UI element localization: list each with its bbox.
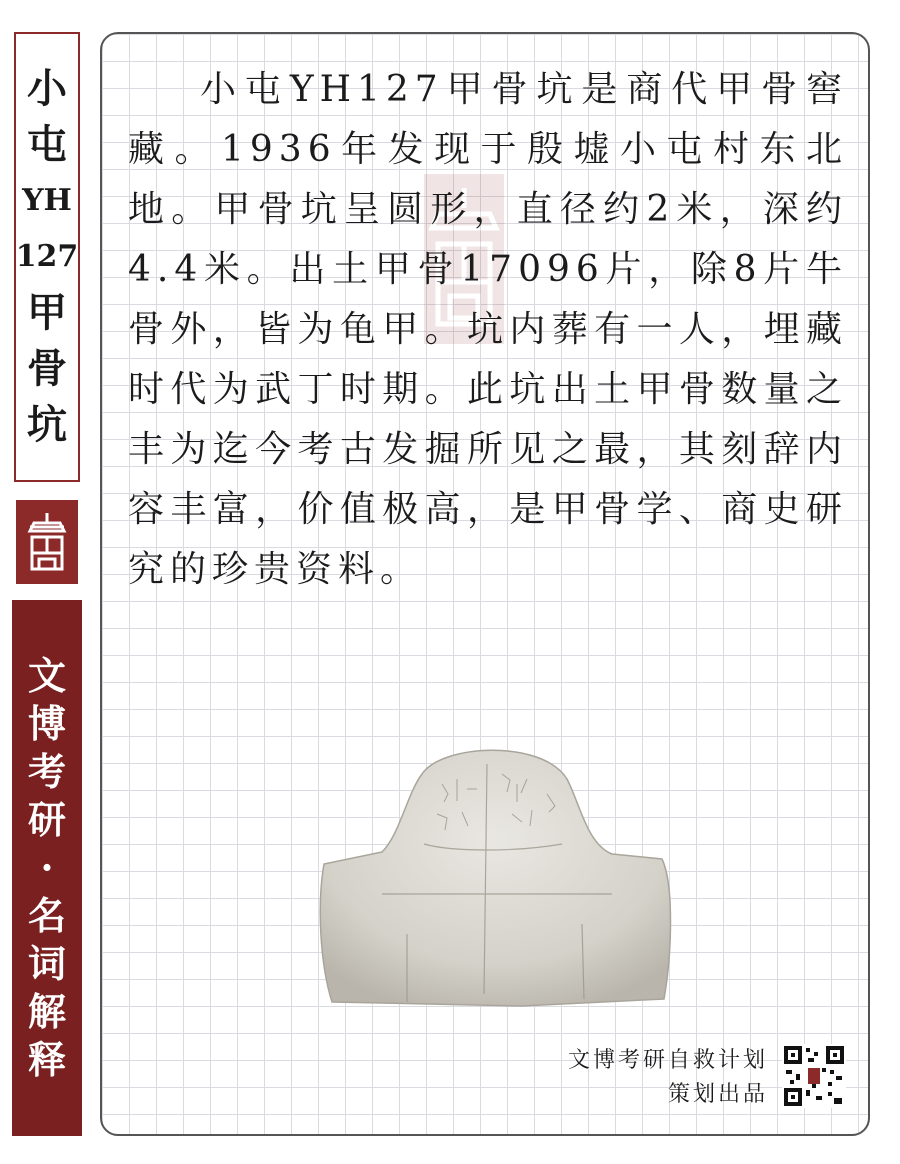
banner-char: · (40, 845, 54, 890)
banner-char: 研 (27, 797, 66, 842)
banner-char: 文 (27, 653, 66, 698)
sidebar-title-char: 127 (15, 239, 79, 274)
sidebar-title-char: 坑 (27, 401, 67, 448)
seal-icon (16, 500, 78, 584)
sidebar-title-char: 屯 (27, 121, 67, 168)
banner-char: 词 (27, 941, 66, 986)
content-card (100, 32, 870, 1136)
sidebar-title-char: 甲 (27, 289, 67, 336)
qr-code-icon[interactable] (782, 1044, 846, 1108)
sidebar-title-char: YH (22, 183, 72, 218)
sidebar-title (14, 32, 80, 482)
footer-credit (568, 1044, 768, 1112)
footer-line: 文博考研自救计划 (567, 1048, 768, 1073)
banner-char: 释 (27, 1037, 66, 1082)
sidebar-banner (12, 600, 82, 1136)
banner-char: 考 (27, 749, 66, 794)
footer-line: 策划出品 (667, 1082, 768, 1107)
sidebar-title-char: 小 (27, 65, 67, 112)
banner-char: 博 (27, 701, 66, 746)
sidebar-title-char: 骨 (27, 345, 67, 392)
banner-char: 名 (27, 893, 66, 938)
banner-char: 解 (27, 989, 66, 1034)
oracle-bone-image (312, 734, 672, 1014)
article-body: 小屯YH127甲骨坑是商代甲骨窖藏。1936年发现于殷墟小屯村东北地。甲骨坑呈圆形，直径约2米，深约4.4米。出土甲骨17096片，除8片牛骨外，皆为龟甲。坑内葬有一人，埋藏时代为武丁时期。此坑出土甲骨数量之丰为迄今考古发掘所见之最，其刻辞内容丰富，价值极高，是甲骨学、商史研究的珍贵资料。 (128, 69, 848, 590)
